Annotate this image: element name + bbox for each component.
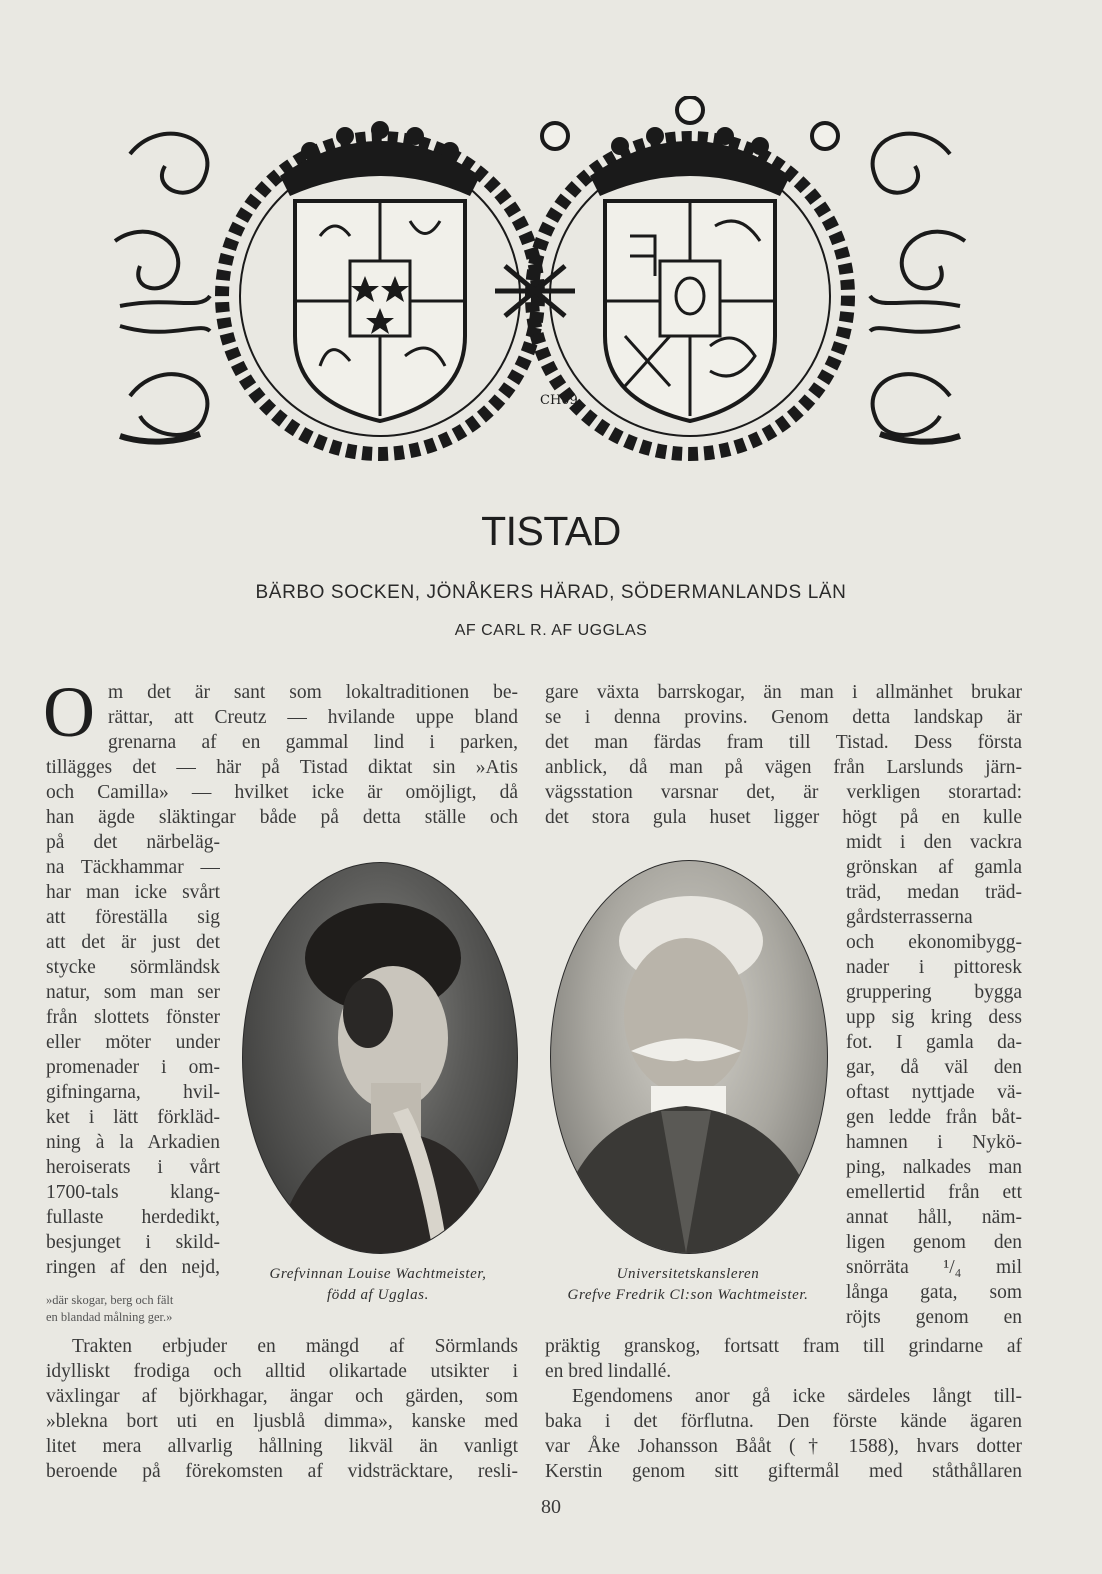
text-line: natur, som man ser <box>46 982 220 1003</box>
text-line: var Åke Johansson Bååt († 1588), hvars dotter <box>545 1436 1022 1457</box>
text-line: snörräta ¹/₄ mil <box>846 1257 1022 1278</box>
left-narrow-column <box>46 830 220 1280</box>
text-line: en bred lindallé. <box>545 1361 672 1382</box>
author-line: AF CARL R. AF UGGLAS <box>454 622 648 639</box>
portrait-caption-left-1: Grefvinnan Louise Wachtmeister, <box>269 1266 487 1282</box>
text-line: beroende på förekomsten af vidsträcktare, resli- <box>46 1461 518 1482</box>
text-line: på det närbeläg- <box>46 832 220 853</box>
portrait-chancellor-fredrik <box>550 860 828 1254</box>
portrait-figure-man <box>551 861 827 1253</box>
text-line: fullaste herdedikt, <box>46 1207 220 1228</box>
artist-signature: CH09 <box>540 393 578 408</box>
text-line: Trakten erbjuder en mängd af Sörmlands <box>72 1336 518 1357</box>
text-line: ligen genom den <box>846 1232 1022 1253</box>
text-line: gare växta barrskogar, än man i allmänhet brukar <box>545 682 1022 703</box>
text-line: anblick, då man på vägen från Larslunds järn- <box>545 757 1022 778</box>
text-line: gifningarna, hvil- <box>46 1082 220 1103</box>
page-title: TISTAD <box>481 508 621 554</box>
text-line: emellertid från ett <box>846 1182 1022 1203</box>
text-line: se i denna provins. Genom detta landskap är <box>545 707 1022 728</box>
right-narrow-column <box>846 830 1022 1330</box>
text-line: tillägges det — här på Tistad diktat sin »Atis <box>46 757 518 778</box>
portrait-caption-right-2: Grefve Fredrik Cl:son Wachtmeister. <box>567 1287 809 1303</box>
text-line: han ägde släktingar både på detta ställe och <box>46 807 518 828</box>
text-line: grönskan af gamla <box>846 857 1022 878</box>
text-line: besjunget i skild- <box>46 1232 220 1253</box>
text-line: långa gata, som <box>846 1282 1022 1303</box>
text-line: att det är just det <box>46 932 220 953</box>
text-line: och ekonomibygg- <box>846 932 1022 953</box>
text-line: nader i pittoresk <box>846 957 1022 978</box>
drop-cap: O <box>43 672 95 752</box>
quote-line: en blandad målning ger.» <box>46 1310 173 1324</box>
text-line: promenader i om- <box>46 1057 220 1078</box>
portrait-caption-right-1: Universitetskansleren <box>616 1266 760 1282</box>
coat-of-arms-ornament <box>110 96 970 468</box>
text-line: annat håll, näm- <box>846 1207 1022 1228</box>
text-line: midt i den vackra <box>846 832 1022 853</box>
text-line: gar, då väl den <box>846 1057 1022 1078</box>
text-line: ping, nalkades man <box>846 1157 1022 1178</box>
text-line: ket i lätt förkläd- <box>46 1107 220 1128</box>
text-line: att föreställa sig <box>46 907 220 928</box>
text-line: stycke sörmländsk <box>46 957 220 978</box>
text-line: och Camilla» — hvilket icke är omöjligt, då <box>46 782 518 803</box>
text-line: växlingar af björkhagar, ängar och gärden, som <box>46 1386 518 1407</box>
text-line: heroiserats i vårt <box>46 1157 220 1178</box>
text-line: det stora gula huset ligger högt på en kulle <box>545 807 1022 828</box>
text-line: baka i det förflutna. Den förste kände ägaren <box>545 1411 1022 1432</box>
text-line: gårdsterrasserna <box>846 907 973 928</box>
text-line: grenarna af en gammal lind i parken, <box>108 732 518 753</box>
text-line: m det är sant som lokaltraditionen be- <box>108 682 518 703</box>
portrait-caption-left-2: född af Ugglas. <box>327 1287 429 1303</box>
text-line: »blekna bort uti en ljusblå dimma», kanske med <box>46 1411 518 1432</box>
text-line: oftast nyttjade vä- <box>846 1082 1022 1103</box>
text-line: det man färdas fram till Tistad. Dess första <box>545 732 1022 753</box>
text-line: Egendomens anor gå icke särdeles långt till- <box>572 1386 1022 1407</box>
text-line: vägsstation varsnar det, är verkligen storartad: <box>545 782 1022 803</box>
text-line: litet mera allvarlig hållning likväl än vanligt <box>46 1436 518 1457</box>
text-line: hamnen i Nykö- <box>846 1132 1022 1153</box>
quote-line: »där skogar, berg och fält <box>46 1293 174 1307</box>
text-line: idylliskt frodiga och alltid olikartade utsikter i <box>46 1361 518 1382</box>
page-subtitle: BÄRBO SOCKEN, JÖNÅKERS HÄRAD, SÖDERMANLANDS LÄN <box>255 582 847 603</box>
text-line: Kerstin genom sitt giftermål med ståthållaren <box>545 1461 1022 1482</box>
text-line: eller möter under <box>46 1032 220 1053</box>
text-line: präktig granskog, fortsatt fram till grindarne af <box>545 1336 1022 1357</box>
text-line: gen ledde från båt- <box>846 1107 1022 1128</box>
text-line: ringen af den nejd, <box>46 1257 220 1278</box>
text-line: fot. I gamla da- <box>846 1032 1022 1053</box>
text-line: gruppering bygga <box>846 982 1022 1003</box>
page-number: 80 <box>541 1496 561 1518</box>
portrait-figure-woman <box>243 863 517 1253</box>
text-line: röjts genom en <box>846 1307 1022 1328</box>
text-line: upp sig kring dess <box>846 1007 1022 1028</box>
text-line: rättar, att Creutz — hvilande uppe bland <box>108 707 518 728</box>
text-line: från slottets fönster <box>46 1007 220 1028</box>
text-line: träd, medan träd- <box>846 882 1022 903</box>
text-line: har man icke svårt <box>46 882 220 903</box>
text-line: 1700-tals klang- <box>46 1182 220 1203</box>
text-line: ning à la Arkadien <box>46 1132 220 1153</box>
text-line: na Täckhammar — <box>46 857 220 878</box>
portrait-countess-louise <box>242 862 518 1254</box>
